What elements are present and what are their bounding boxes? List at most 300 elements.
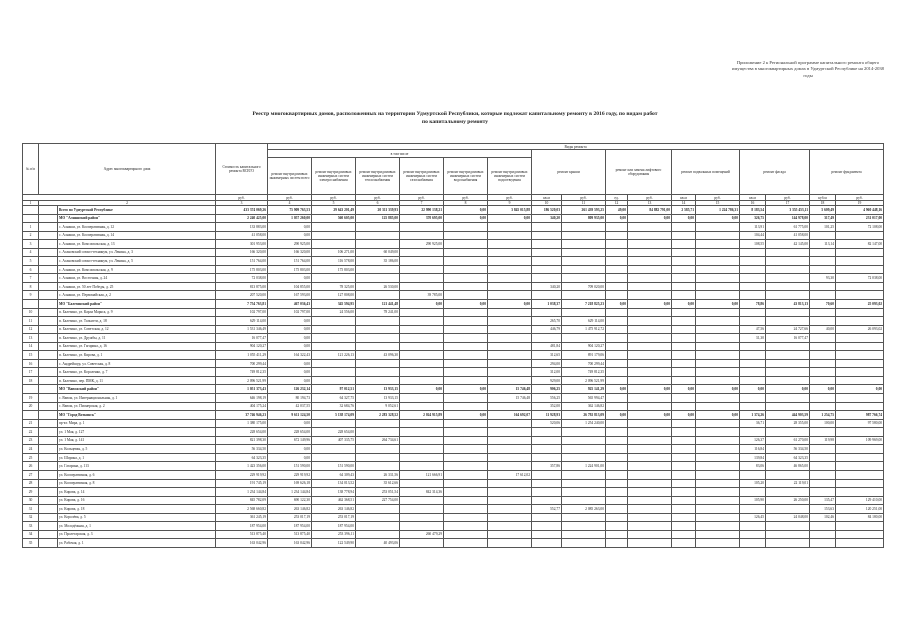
facade-cost-cell (766, 539, 810, 548)
total-cost-cell: 175 803,00 (216, 265, 268, 274)
elevator-units-cell (606, 223, 628, 232)
row-number: 23 (23, 436, 39, 445)
foundation-volume-cell: 100,00 (810, 419, 836, 428)
foundation-cost-cell (836, 539, 884, 548)
systems-total-cell: 0,00 (268, 342, 312, 351)
gas-cell: 39 785,00 (400, 291, 444, 300)
elevator-units-cell (606, 394, 628, 403)
electric-cell (312, 240, 356, 249)
sewage-cell: 15 746,48 (488, 385, 532, 394)
table-row (23, 445, 884, 454)
foundation-volume-cell: 113,14 (810, 240, 836, 249)
basement-area-cell: 0,00 (672, 411, 696, 420)
unit-cell: куб.м (810, 195, 836, 201)
electric-cell: 78 325,00 (312, 282, 356, 291)
roof-cost-cell (562, 436, 606, 445)
table-row (23, 436, 884, 445)
foundation-cost-cell: 25 093,02 (836, 300, 884, 309)
basement-area-cell (672, 342, 696, 351)
facade-cost-cell (766, 505, 810, 514)
heating-cell: 35 612,66 (356, 479, 400, 488)
roof-cost-cell: 904 120,27 (562, 342, 606, 351)
gas-cell (400, 248, 444, 257)
row-number: 22 (23, 428, 39, 437)
facade-cost-cell: 64 323,35 (766, 453, 810, 462)
unit-cell: кв.м (740, 195, 766, 201)
basement-cost-cell (696, 445, 740, 454)
facade-area-cell: 105,90 (740, 496, 766, 505)
unit-cell: руб. (312, 195, 356, 201)
total-cost-cell: 821 398,30 (216, 436, 268, 445)
water-cell (444, 274, 488, 283)
gas-cell (400, 334, 444, 343)
elevator-units-cell (606, 436, 628, 445)
sewage-cell (488, 359, 532, 368)
sewage-cell (488, 539, 532, 548)
heating-cell (356, 428, 400, 437)
facade-area-cell (740, 265, 766, 274)
basement-area-cell (672, 479, 696, 488)
foundation-volume-cell (810, 530, 836, 539)
basement-cost-cell (696, 453, 740, 462)
water-cell (444, 291, 488, 300)
roof-area-cell (532, 470, 562, 479)
total-cost-cell: 646 198,19 (216, 394, 268, 403)
facade-area-cell: 116,84 (740, 445, 766, 454)
address-cell: с. Алнаши, ул. 50 лет Победы, д. 25 (58, 282, 216, 291)
roof-area-cell: 340,20 (532, 214, 562, 223)
elevator-units-cell (606, 470, 628, 479)
water-cell (444, 359, 488, 368)
elevator-cost-cell (628, 539, 672, 548)
basement-cost-cell: 0,00 (696, 385, 740, 394)
row-sub-number (39, 257, 58, 266)
elevator-units-cell (606, 291, 628, 300)
systems-total-cell: 228 654,00 (268, 428, 312, 437)
table-row (23, 394, 884, 403)
table-row (23, 334, 884, 343)
row-sub-number (39, 351, 58, 360)
foundation-volume-cell (810, 282, 836, 291)
facade-cost-cell: 24 048,00 (766, 513, 810, 522)
basement-area-cell (672, 419, 696, 428)
facade-area-cell (740, 470, 766, 479)
sewage-cell (488, 240, 532, 249)
basement-area-cell (672, 274, 696, 283)
address-cell: с. Алнаши, ул. Комсомольская, д. 13 (58, 240, 216, 249)
elevator-cost-cell (628, 522, 672, 531)
foundation-volume-cell (810, 394, 836, 403)
facade-cost-cell: 144 978,00 (766, 214, 810, 223)
col-number: 8 (444, 201, 488, 206)
roof-cost-cell: 2 085 263,00 (562, 505, 606, 514)
total-cost-cell: 166 320,00 (216, 248, 268, 257)
table-row (23, 428, 884, 437)
electric-cell (312, 359, 356, 368)
water-cell (444, 402, 488, 411)
elevator-units-cell (606, 428, 628, 437)
gas-cell (400, 265, 444, 274)
facade-area-cell: 0,00 (740, 385, 766, 394)
col-number: 1 (23, 201, 39, 206)
basement-area-cell (672, 376, 696, 385)
water-cell (444, 488, 488, 497)
row-number: 11 (23, 317, 39, 326)
row-sub-number (39, 496, 58, 505)
basement-cost-cell (696, 368, 740, 377)
facade-area-cell (740, 257, 766, 266)
address-cell: Всего по Удмуртской Республике (58, 206, 216, 215)
facade-cost-cell: 22 119,01 (766, 479, 810, 488)
basement-area-cell (672, 488, 696, 497)
basement-cost-cell (696, 419, 740, 428)
sewage-cell (488, 265, 532, 274)
basement-area-cell (672, 368, 696, 377)
heating-cell: 78 241,00 (356, 308, 400, 317)
basement-cost-cell (696, 470, 740, 479)
roof-cost-cell (562, 274, 606, 283)
foundation-cost-cell (836, 462, 884, 471)
roof-area-cell (532, 308, 562, 317)
gas-cell: 842 314,36 (400, 488, 444, 497)
roof-cost-cell (562, 248, 606, 257)
basement-cost-cell: 0,00 (696, 411, 740, 420)
gas-cell (400, 505, 444, 514)
facade-cost-cell (766, 368, 810, 377)
heating-cell (356, 368, 400, 377)
facade-area-cell: 36,71 (740, 419, 766, 428)
row-number: 32 (23, 513, 39, 522)
foundation-volume-cell (810, 376, 836, 385)
elevator-units-cell (606, 505, 628, 514)
table-row (23, 265, 884, 274)
foundation-volume-cell (810, 308, 836, 317)
elevator-units-cell (606, 462, 628, 471)
elevator-cost-cell: 84 882 791,00 (628, 206, 672, 215)
roof-area-cell: 186 520,03 (532, 206, 562, 215)
row-sub-number (39, 248, 58, 257)
elevator-units-cell (606, 265, 628, 274)
water-cell (444, 522, 488, 531)
roof-area-cell (532, 445, 562, 454)
systems-total-cell: 42 037,55 (268, 402, 312, 411)
table-row (23, 496, 884, 505)
heating-cell: 121 441,48 (356, 300, 400, 309)
heating-cell: 26 530,00 (356, 282, 400, 291)
row-sub-number (39, 214, 58, 223)
foundation-volume-cell (810, 248, 836, 257)
address-cell: с. Андрейшур, ул. Советская, д. 8 (58, 359, 216, 368)
table-row (23, 470, 884, 479)
electric-cell: 64 309,43 (312, 470, 356, 479)
total-cost-cell: 629 114,00 (216, 317, 268, 326)
elevator-units-cell (606, 257, 628, 266)
sewage-cell (488, 530, 532, 539)
heating-cell: 253 051,54 (356, 488, 400, 497)
row-number: 14 (23, 342, 39, 351)
table-row (23, 308, 884, 317)
roof-cost-cell: 709 020,00 (562, 282, 606, 291)
roof-cost-cell: 261 439 593,25 (562, 206, 606, 215)
basement-area-cell (672, 505, 696, 514)
foundation-cost-cell: 129 410,00 (836, 496, 884, 505)
gas-cell (400, 282, 444, 291)
row-sub-number (39, 394, 58, 403)
water-cell (444, 505, 488, 514)
systems-total-cell: 164 322,43 (268, 351, 312, 360)
roof-cost-cell (562, 496, 606, 505)
roof-cost-cell (562, 223, 606, 232)
address-cell: п. Балезино, ул. Тольятти, д. 18 (58, 317, 216, 326)
foundation-volume-cell (810, 522, 836, 531)
unit-cell: руб. (216, 195, 268, 201)
basement-area-cell (672, 257, 696, 266)
row-number (23, 300, 39, 309)
water-cell (444, 231, 488, 240)
row-sub-number (39, 402, 58, 411)
systems-total-cell: 163 042,96 (268, 539, 312, 548)
row-sub-number (39, 411, 58, 420)
basement-area-cell (672, 496, 696, 505)
basement-area-cell: 0,00 (672, 385, 696, 394)
elevator-cost-cell (628, 402, 672, 411)
row-sub-number (39, 317, 58, 326)
header-gas: ремонт внутридомовых инженерных систем газоснабжения (400, 158, 444, 195)
water-cell: 0,00 (444, 411, 488, 420)
address-cell: п. Балезино, пер. ПМК, д. 11 (58, 376, 216, 385)
electric-cell: 560 605,00 (312, 214, 356, 223)
row-sub-number (39, 223, 58, 232)
elevator-units-cell (606, 419, 628, 428)
address-cell: с. Алнаши, ул. Восточная, д. 24 (58, 274, 216, 283)
basement-cost-cell (696, 282, 740, 291)
water-cell (444, 282, 488, 291)
facade-area-cell: 126,45 (740, 513, 766, 522)
water-cell (444, 496, 488, 505)
header-cost: Стоимость капитального ремонта ВСЕГО (216, 144, 268, 195)
elevator-cost-cell (628, 342, 672, 351)
address-cell: МО "Балезинский район" (58, 300, 216, 309)
facade-area-cell (740, 291, 766, 300)
roof-cost-cell: 1 224 901,00 (562, 462, 606, 471)
water-cell: 0,00 (444, 214, 488, 223)
water-cell (444, 470, 488, 479)
water-cell (444, 394, 488, 403)
elevator-cost-cell (628, 317, 672, 326)
gas-cell (400, 428, 444, 437)
row-number: 27 (23, 470, 39, 479)
row-sub-number (39, 513, 58, 522)
foundation-volume-cell (810, 257, 836, 266)
foundation-cost-cell: 4 960 448,16 (836, 206, 884, 215)
electric-cell: 32 684,76 (312, 402, 356, 411)
electric-cell: 97 012,51 (312, 385, 356, 394)
row-number: 29 (23, 488, 39, 497)
basement-area-cell (672, 223, 696, 232)
basement-area-cell (672, 351, 696, 360)
foundation-cost-cell (836, 453, 884, 462)
roof-area-cell: 312,65 (532, 351, 562, 360)
row-number: 28 (23, 479, 39, 488)
electric-cell: 106 271,00 (312, 248, 356, 257)
facade-cost-cell: 41 058,00 (766, 231, 810, 240)
water-cell (444, 342, 488, 351)
basement-cost-cell (696, 317, 740, 326)
basement-area-cell (672, 462, 696, 471)
water-cell (444, 317, 488, 326)
facade-area-cell (740, 394, 766, 403)
foundation-cost-cell: 26 093,02 (836, 325, 884, 334)
total-cost-cell: 7 754 763,81 (216, 300, 268, 309)
basement-cost-cell (696, 402, 740, 411)
systems-total-cell: 0,00 (268, 368, 312, 377)
address-cell: ул. Кирова, д. 18 (58, 505, 216, 514)
col-number: 5 (312, 201, 356, 206)
roof-area-cell (532, 530, 562, 539)
table-row (23, 505, 884, 514)
sewage-cell (488, 342, 532, 351)
water-cell (444, 530, 488, 539)
electric-cell: 116 578,00 (312, 257, 356, 266)
heating-cell (356, 240, 400, 249)
foundation-volume-cell: 0,00 (810, 385, 836, 394)
header-facade: ремонт фасада (740, 150, 810, 195)
elevator-cost-cell (628, 445, 672, 454)
basement-area-cell (672, 394, 696, 403)
heating-cell: 26 331,56 (356, 470, 400, 479)
elevator-cost-cell (628, 530, 672, 539)
heating-cell (356, 376, 400, 385)
electric-cell: 407 335,75 (312, 436, 356, 445)
electric-cell: 121 226,13 (312, 351, 356, 360)
row-sub-number (39, 342, 58, 351)
systems-total-cell: 0,00 (268, 376, 312, 385)
gas-cell (400, 513, 444, 522)
row-sub-number (39, 488, 58, 497)
table-row (23, 419, 884, 428)
water-cell (444, 436, 488, 445)
basement-area-cell (672, 539, 696, 548)
row-sub-number (39, 274, 58, 283)
gas-cell (400, 394, 444, 403)
col-number: 4 (268, 201, 312, 206)
row-sub-number (39, 308, 58, 317)
elevator-cost-cell (628, 488, 672, 497)
foundation-volume-cell (810, 402, 836, 411)
roof-area-cell: 357,86 (532, 462, 562, 471)
table-row (23, 257, 884, 266)
header-repair-types: Виды ремонта (268, 144, 884, 150)
header-including: в том числе (268, 150, 532, 158)
facade-cost-cell: 444 903,59 (766, 411, 810, 420)
facade-area-cell (740, 308, 766, 317)
facade-area-cell: 83,06 (740, 462, 766, 471)
sewage-cell: 17 612,02 (488, 470, 532, 479)
table-row (23, 325, 884, 334)
systems-total-cell: 102 797,00 (268, 308, 312, 317)
roof-area-cell (532, 539, 562, 548)
facade-cost-cell (766, 394, 810, 403)
registry-table-container (22, 143, 883, 548)
basement-area-cell (672, 470, 696, 479)
gas-cell (400, 419, 444, 428)
systems-total-cell: 0,00 (268, 274, 312, 283)
unit-cell: ед. (606, 195, 628, 201)
row-sub-number (39, 231, 58, 240)
gas-cell: 370 695,00 (400, 214, 444, 223)
total-cost-cell: 163 042,96 (216, 539, 268, 548)
facade-cost-cell: 16 077,47 (766, 334, 810, 343)
elevator-units-cell (606, 351, 628, 360)
table-row (23, 359, 884, 368)
roof-area-cell (532, 257, 562, 266)
gas-cell (400, 231, 444, 240)
facade-cost-cell (766, 317, 810, 326)
header-heating: ремонт внутридомовых инженерных систем теплоснабжения (356, 158, 400, 195)
total-cost-cell: 700 299,44 (216, 359, 268, 368)
heating-cell (356, 462, 400, 471)
sewage-cell (488, 479, 532, 488)
foundation-cost-cell (836, 308, 884, 317)
total-cost-cell: 187 954,00 (216, 522, 268, 531)
roof-area-cell (532, 334, 562, 343)
basement-cost-cell: 0,00 (696, 300, 740, 309)
foundation-cost-cell: 84 180,00 (836, 513, 884, 522)
systems-total-cell: 104 855,00 (268, 282, 312, 291)
foundation-cost-cell: 72 108,00 (836, 223, 884, 232)
facade-cost-cell (766, 308, 810, 317)
systems-total-cell: 126 232,14 (268, 385, 312, 394)
foundation-volume-cell (810, 317, 836, 326)
foundation-cost-cell (836, 265, 884, 274)
water-cell (444, 257, 488, 266)
table-row (23, 522, 884, 531)
roof-cost-cell: 1 254 240,00 (562, 419, 606, 428)
sewage-cell (488, 445, 532, 454)
basement-cost-cell (696, 257, 740, 266)
total-cost-cell: 1 380 175,00 (216, 419, 268, 428)
basement-area-cell (672, 231, 696, 240)
basement-cost-cell (696, 334, 740, 343)
basement-area-cell (672, 436, 696, 445)
heating-cell: 264 734,61 (356, 436, 400, 445)
electric-cell: 29 643 201,49 (312, 206, 356, 215)
facade-area-cell: 108,55 (740, 240, 766, 249)
facade-cost-cell (766, 282, 810, 291)
electric-cell (312, 445, 356, 454)
facade-cost-cell (766, 274, 810, 283)
systems-total-cell: 75 909 763,53 (268, 206, 312, 215)
total-cost-cell: 1 531 346,49 (216, 325, 268, 334)
elevator-cost-cell (628, 231, 672, 240)
systems-total-cell: 253 017,19 (268, 513, 312, 522)
basement-cost-cell (696, 513, 740, 522)
foundation-volume-cell (810, 453, 836, 462)
facade-area-cell: 104,44 (740, 231, 766, 240)
electric-cell (312, 231, 356, 240)
roof-cost-cell: 26 792 813,09 (562, 411, 606, 420)
basement-cost-cell (696, 479, 740, 488)
facade-area-cell: 105,20 (740, 479, 766, 488)
roof-area-cell: 11 928,93 (532, 411, 562, 420)
address-cell: с. Алнаши, ул. Комсомольская, д. 9 (58, 265, 216, 274)
elevator-units-cell (606, 402, 628, 411)
heating-cell (356, 513, 400, 522)
foundation-volume-cell: 317,49 (810, 214, 836, 223)
sewage-cell (488, 368, 532, 377)
row-number (23, 206, 39, 215)
elevator-units-cell (606, 376, 628, 385)
